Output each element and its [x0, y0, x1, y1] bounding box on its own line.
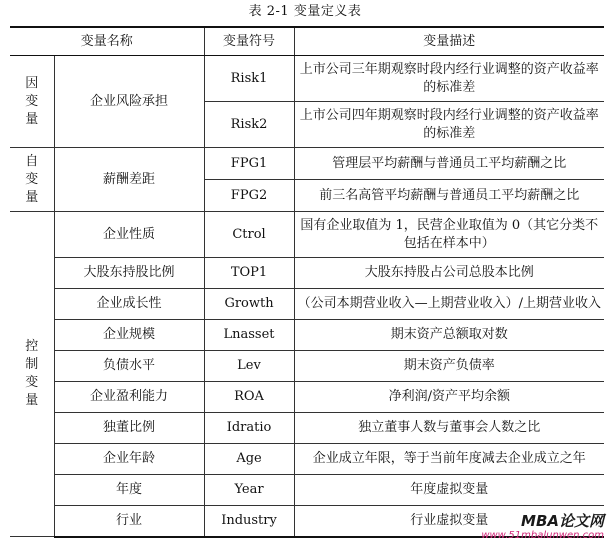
table-row	[10, 320, 604, 351]
variable-symbol: Ctrol	[204, 212, 294, 258]
variable-name: 企业年龄	[54, 444, 204, 475]
table-row	[10, 258, 604, 289]
variable-symbol: Idratio	[204, 413, 294, 444]
variable-description: 净利润/资产平均余额	[294, 382, 604, 413]
category-control: 控 制 变 量	[10, 212, 54, 537]
table-header-row	[10, 27, 604, 56]
variable-symbol: Growth	[204, 289, 294, 320]
table-row	[10, 351, 604, 382]
variable-name: 企业风险承担	[54, 56, 204, 148]
table-row	[10, 212, 604, 258]
variable-name: 企业规模	[54, 320, 204, 351]
variable-description: 期末资产负债率	[294, 351, 604, 382]
variable-symbol: Lev	[204, 351, 294, 382]
variable-description: 上市公司四年期观察时段内经行业调整的资产收益率的标准差	[294, 102, 604, 148]
table-row	[10, 289, 604, 320]
watermark-logo: MBA论文网	[521, 512, 604, 530]
table-row	[10, 56, 604, 102]
variable-symbol: ROA	[204, 382, 294, 413]
variable-description: 管理层平均薪酬与普通员工平均薪酬之比	[294, 148, 604, 180]
variable-description: 期末资产总额取对数	[294, 320, 604, 351]
variable-name: 行业	[54, 506, 204, 537]
variable-symbol: FPG1	[204, 148, 294, 180]
variable-symbol: Risk2	[204, 102, 294, 148]
table-row	[10, 382, 604, 413]
variable-name: 薪酬差距	[54, 148, 204, 212]
variable-name: 企业成长性	[54, 289, 204, 320]
variable-symbol: Age	[204, 444, 294, 475]
variable-description: 年度虚拟变量	[294, 475, 604, 506]
variable-description: 企业成立年限，等于当前年度减去企业成立之年	[294, 444, 604, 475]
header-variable-symbol: 变量符号	[204, 27, 294, 56]
variable-description: 行业虚拟变量	[294, 506, 604, 537]
variable-description: 大股东持股占公司总股本比例	[294, 258, 604, 289]
site-watermark	[481, 513, 604, 542]
variable-name: 企业性质	[54, 212, 204, 258]
watermark-url: www.51mbalunwen.com	[481, 530, 604, 541]
table-row	[10, 413, 604, 444]
variable-symbol: Year	[204, 475, 294, 506]
variable-description: 国有企业取值为 1，民营企业取值为 0（其它分类不包括在样本中）	[294, 212, 604, 258]
variable-name: 独董比例	[54, 413, 204, 444]
variable-definition-table	[10, 26, 604, 538]
variable-name: 负债水平	[54, 351, 204, 382]
variable-symbol: TOP1	[204, 258, 294, 289]
category-dependent: 因 变 量	[10, 56, 54, 148]
variable-symbol: Risk1	[204, 56, 294, 102]
variable-name: 大股东持股比例	[54, 258, 204, 289]
table-row	[10, 444, 604, 475]
variable-symbol: Industry	[204, 506, 294, 537]
table-row	[10, 148, 604, 180]
variable-symbol: Lnasset	[204, 320, 294, 351]
table-caption: 表 2-1 变量定义表	[248, 4, 362, 19]
variable-description: 上市公司三年期观察时段内经行业调整的资产收益率的标准差	[294, 56, 604, 102]
table-row	[10, 475, 604, 506]
variable-symbol: FPG2	[204, 180, 294, 212]
variable-description: 前三名高管平均薪酬与普通员工平均薪酬之比	[294, 180, 604, 212]
variable-description: 独立董事人数与董事会人数之比	[294, 413, 604, 444]
header-variable-name: 变量名称	[10, 27, 204, 56]
variable-name: 年度	[54, 475, 204, 506]
variable-name: 企业盈利能力	[54, 382, 204, 413]
category-independent: 自 变 量	[10, 148, 54, 212]
header-variable-description: 变量描述	[294, 27, 604, 56]
variable-description: （公司本期营业收入—上期营业收入）/上期营业收入	[294, 289, 604, 320]
